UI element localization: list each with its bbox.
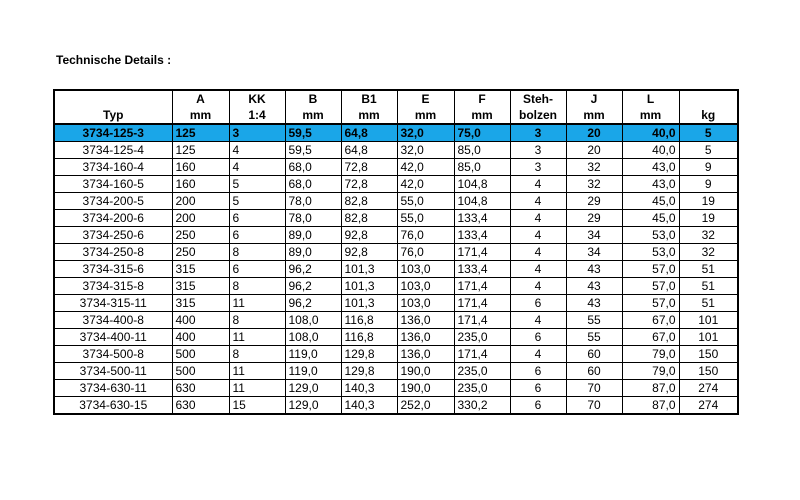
header-cell: B1 <box>341 90 397 107</box>
value-cell: 136,0 <box>397 329 454 346</box>
value-cell: 101 <box>679 329 738 346</box>
type-cell: 3734-400-11 <box>54 329 172 346</box>
type-cell: 3734-250-8 <box>54 244 172 261</box>
value-cell: 104,8 <box>454 176 510 193</box>
header-cell: A <box>172 90 229 107</box>
value-cell: 67,0 <box>622 329 679 346</box>
type-cell: 3734-630-11 <box>54 380 172 397</box>
value-cell: 68,0 <box>285 159 341 176</box>
value-cell: 200 <box>172 193 229 210</box>
header-row-top <box>54 90 738 107</box>
value-cell: 136,0 <box>397 312 454 329</box>
value-cell: 103,0 <box>397 295 454 312</box>
table-row[interactable] <box>54 346 738 363</box>
value-cell: 101,3 <box>341 261 397 278</box>
value-cell: 9 <box>679 176 738 193</box>
value-cell: 8 <box>229 312 285 329</box>
value-cell: 6 <box>229 227 285 244</box>
value-cell: 129,8 <box>341 346 397 363</box>
value-cell: 116,8 <box>341 329 397 346</box>
value-cell: 19 <box>679 193 738 210</box>
section-title: Technische Details : <box>56 53 172 67</box>
value-cell: 11 <box>229 380 285 397</box>
value-cell: 3 <box>510 142 566 159</box>
value-cell: 4 <box>510 176 566 193</box>
value-cell: 150 <box>679 363 738 380</box>
value-cell: 19 <box>679 210 738 227</box>
header-cell: Steh- <box>510 90 566 107</box>
value-cell: 60 <box>566 363 622 380</box>
value-cell: 78,0 <box>285 210 341 227</box>
value-cell: 96,2 <box>285 278 341 295</box>
value-cell: 76,0 <box>397 244 454 261</box>
value-cell: 235,0 <box>454 363 510 380</box>
value-cell: 140,3 <box>341 380 397 397</box>
value-cell: 85,0 <box>454 159 510 176</box>
value-cell: 55,0 <box>397 193 454 210</box>
type-cell: 3734-200-6 <box>54 210 172 227</box>
value-cell: 68,0 <box>285 176 341 193</box>
technical-details-table <box>53 89 739 415</box>
value-cell: 11 <box>229 363 285 380</box>
value-cell: 315 <box>172 261 229 278</box>
value-cell: 133,4 <box>454 261 510 278</box>
value-cell: 92,8 <box>341 227 397 244</box>
header-cell: J <box>566 90 622 107</box>
value-cell: 101 <box>679 312 738 329</box>
value-cell: 125 <box>172 124 229 142</box>
value-cell: 129,8 <box>341 363 397 380</box>
value-cell: 330,2 <box>454 397 510 415</box>
type-cell: 3734-160-5 <box>54 176 172 193</box>
value-cell: 40,0 <box>622 142 679 159</box>
value-cell: 34 <box>566 244 622 261</box>
header-cell: F <box>454 90 510 107</box>
value-cell: 4 <box>510 227 566 244</box>
value-cell: 96,2 <box>285 295 341 312</box>
value-cell: 32 <box>566 176 622 193</box>
value-cell: 4 <box>510 193 566 210</box>
value-cell: 235,0 <box>454 380 510 397</box>
value-cell: 4 <box>510 244 566 261</box>
table-row[interactable] <box>54 397 738 415</box>
header-cell: Typ <box>54 107 172 124</box>
value-cell: 274 <box>679 397 738 415</box>
type-cell: 3734-250-6 <box>54 227 172 244</box>
table-row[interactable] <box>54 261 738 278</box>
value-cell: 45,0 <box>622 210 679 227</box>
value-cell: 79,0 <box>622 363 679 380</box>
header-cell: bolzen <box>510 107 566 124</box>
value-cell: 250 <box>172 244 229 261</box>
value-cell: 5 <box>679 142 738 159</box>
value-cell: 101,3 <box>341 278 397 295</box>
value-cell: 6 <box>510 295 566 312</box>
value-cell: 45,0 <box>622 193 679 210</box>
value-cell: 116,8 <box>341 312 397 329</box>
table-row[interactable] <box>54 176 738 193</box>
table-row[interactable] <box>54 244 738 261</box>
value-cell: 32,0 <box>397 124 454 142</box>
value-cell: 40,0 <box>622 124 679 142</box>
value-cell: 400 <box>172 329 229 346</box>
value-cell: 103,0 <box>397 261 454 278</box>
value-cell: 4 <box>510 210 566 227</box>
table-row[interactable] <box>54 363 738 380</box>
value-cell: 133,4 <box>454 210 510 227</box>
value-cell: 5 <box>229 193 285 210</box>
type-cell: 3734-315-8 <box>54 278 172 295</box>
value-cell: 43,0 <box>622 159 679 176</box>
table-row[interactable] <box>54 329 738 346</box>
header-cell: mm <box>566 107 622 124</box>
value-cell: 8 <box>229 244 285 261</box>
type-cell: 3734-125-4 <box>54 142 172 159</box>
value-cell: 96,2 <box>285 261 341 278</box>
value-cell: 9 <box>679 159 738 176</box>
header-cell: KK <box>229 90 285 107</box>
header-row-bottom <box>54 107 738 124</box>
value-cell: 89,0 <box>285 227 341 244</box>
value-cell: 64,8 <box>341 124 397 142</box>
value-cell: 43 <box>566 295 622 312</box>
header-cell <box>679 90 738 107</box>
value-cell: 5 <box>679 124 738 142</box>
value-cell: 87,0 <box>622 380 679 397</box>
value-cell: 53,0 <box>622 227 679 244</box>
value-cell: 53,0 <box>622 244 679 261</box>
header-cell: mm <box>622 107 679 124</box>
value-cell: 315 <box>172 295 229 312</box>
value-cell: 4 <box>229 142 285 159</box>
value-cell: 274 <box>679 380 738 397</box>
value-cell: 119,0 <box>285 346 341 363</box>
value-cell: 57,0 <box>622 278 679 295</box>
value-cell: 235,0 <box>454 329 510 346</box>
value-cell: 89,0 <box>285 244 341 261</box>
value-cell: 630 <box>172 380 229 397</box>
value-cell: 104,8 <box>454 193 510 210</box>
value-cell: 43,0 <box>622 176 679 193</box>
value-cell: 171,4 <box>454 346 510 363</box>
value-cell: 57,0 <box>622 295 679 312</box>
value-cell: 108,0 <box>285 312 341 329</box>
type-cell: 3734-200-5 <box>54 193 172 210</box>
value-cell: 32 <box>679 227 738 244</box>
value-cell: 76,0 <box>397 227 454 244</box>
value-cell: 3 <box>229 124 285 142</box>
value-cell: 43 <box>566 261 622 278</box>
value-cell: 32 <box>566 159 622 176</box>
header-cell: B <box>285 90 341 107</box>
table-row[interactable] <box>54 210 738 227</box>
header-cell: mm <box>454 107 510 124</box>
value-cell: 20 <box>566 142 622 159</box>
header-cell: mm <box>172 107 229 124</box>
type-cell: 3734-160-4 <box>54 159 172 176</box>
type-cell: 3734-630-15 <box>54 397 172 415</box>
table-row[interactable] <box>54 159 738 176</box>
type-cell: 3734-125-3 <box>54 124 172 142</box>
value-cell: 59,5 <box>285 142 341 159</box>
value-cell: 8 <box>229 346 285 363</box>
value-cell: 500 <box>172 363 229 380</box>
value-cell: 400 <box>172 312 229 329</box>
header-cell: mm <box>285 107 341 124</box>
value-cell: 6 <box>229 210 285 227</box>
header-cell: 1:4 <box>229 107 285 124</box>
value-cell: 92,8 <box>341 244 397 261</box>
value-cell: 29 <box>566 193 622 210</box>
value-cell: 85,0 <box>454 142 510 159</box>
value-cell: 78,0 <box>285 193 341 210</box>
header-cell: mm <box>397 107 454 124</box>
value-cell: 15 <box>229 397 285 415</box>
value-cell: 34 <box>566 227 622 244</box>
header-cell: L <box>622 90 679 107</box>
type-cell: 3734-500-11 <box>54 363 172 380</box>
value-cell: 8 <box>229 278 285 295</box>
table-row[interactable] <box>54 142 738 159</box>
value-cell: 119,0 <box>285 363 341 380</box>
value-cell: 29 <box>566 210 622 227</box>
header-cell <box>54 90 172 107</box>
value-cell: 171,4 <box>454 244 510 261</box>
value-cell: 70 <box>566 380 622 397</box>
value-cell: 190,0 <box>397 363 454 380</box>
value-cell: 252,0 <box>397 397 454 415</box>
value-cell: 6 <box>510 380 566 397</box>
value-cell: 5 <box>229 176 285 193</box>
value-cell: 70 <box>566 397 622 415</box>
header-cell: mm <box>341 107 397 124</box>
table-row-selected[interactable] <box>54 124 738 142</box>
value-cell: 51 <box>679 278 738 295</box>
value-cell: 57,0 <box>622 261 679 278</box>
table-row[interactable] <box>54 227 738 244</box>
table-body <box>54 124 738 414</box>
value-cell: 630 <box>172 397 229 415</box>
value-cell: 171,4 <box>454 278 510 295</box>
table-row[interactable] <box>54 312 738 329</box>
value-cell: 79,0 <box>622 346 679 363</box>
value-cell: 140,3 <box>341 397 397 415</box>
value-cell: 55,0 <box>397 210 454 227</box>
value-cell: 11 <box>229 295 285 312</box>
value-cell: 133,4 <box>454 227 510 244</box>
value-cell: 200 <box>172 210 229 227</box>
value-cell: 250 <box>172 227 229 244</box>
value-cell: 315 <box>172 278 229 295</box>
type-cell: 3734-315-6 <box>54 261 172 278</box>
type-cell: 3734-315-11 <box>54 295 172 312</box>
value-cell: 4 <box>510 312 566 329</box>
value-cell: 32 <box>679 244 738 261</box>
value-cell: 101,3 <box>341 295 397 312</box>
table-row[interactable] <box>54 295 738 312</box>
value-cell: 129,0 <box>285 380 341 397</box>
value-cell: 42,0 <box>397 176 454 193</box>
table-row[interactable] <box>54 278 738 295</box>
header-cell: kg <box>679 107 738 124</box>
value-cell: 4 <box>229 159 285 176</box>
value-cell: 42,0 <box>397 159 454 176</box>
value-cell: 82,8 <box>341 210 397 227</box>
type-cell: 3734-400-8 <box>54 312 172 329</box>
value-cell: 3 <box>510 124 566 142</box>
value-cell: 160 <box>172 159 229 176</box>
value-cell: 72,8 <box>341 176 397 193</box>
value-cell: 6 <box>510 363 566 380</box>
value-cell: 75,0 <box>454 124 510 142</box>
value-cell: 160 <box>172 176 229 193</box>
type-cell: 3734-500-8 <box>54 346 172 363</box>
value-cell: 150 <box>679 346 738 363</box>
value-cell: 108,0 <box>285 329 341 346</box>
value-cell: 60 <box>566 346 622 363</box>
value-cell: 43 <box>566 278 622 295</box>
value-cell: 4 <box>510 278 566 295</box>
value-cell: 72,8 <box>341 159 397 176</box>
value-cell: 67,0 <box>622 312 679 329</box>
value-cell: 136,0 <box>397 346 454 363</box>
value-cell: 6 <box>510 397 566 415</box>
value-cell: 4 <box>510 346 566 363</box>
value-cell: 4 <box>510 261 566 278</box>
value-cell: 500 <box>172 346 229 363</box>
value-cell: 103,0 <box>397 278 454 295</box>
value-cell: 129,0 <box>285 397 341 415</box>
value-cell: 125 <box>172 142 229 159</box>
value-cell: 59,5 <box>285 124 341 142</box>
value-cell: 20 <box>566 124 622 142</box>
value-cell: 171,4 <box>454 312 510 329</box>
value-cell: 190,0 <box>397 380 454 397</box>
value-cell: 171,4 <box>454 295 510 312</box>
value-cell: 3 <box>510 159 566 176</box>
value-cell: 32,0 <box>397 142 454 159</box>
table-row[interactable] <box>54 193 738 210</box>
value-cell: 55 <box>566 312 622 329</box>
value-cell: 87,0 <box>622 397 679 415</box>
value-cell: 6 <box>510 329 566 346</box>
table-row[interactable] <box>54 380 738 397</box>
value-cell: 82,8 <box>341 193 397 210</box>
value-cell: 11 <box>229 329 285 346</box>
header-cell: E <box>397 90 454 107</box>
value-cell: 51 <box>679 295 738 312</box>
value-cell: 51 <box>679 261 738 278</box>
value-cell: 6 <box>229 261 285 278</box>
value-cell: 55 <box>566 329 622 346</box>
value-cell: 64,8 <box>341 142 397 159</box>
